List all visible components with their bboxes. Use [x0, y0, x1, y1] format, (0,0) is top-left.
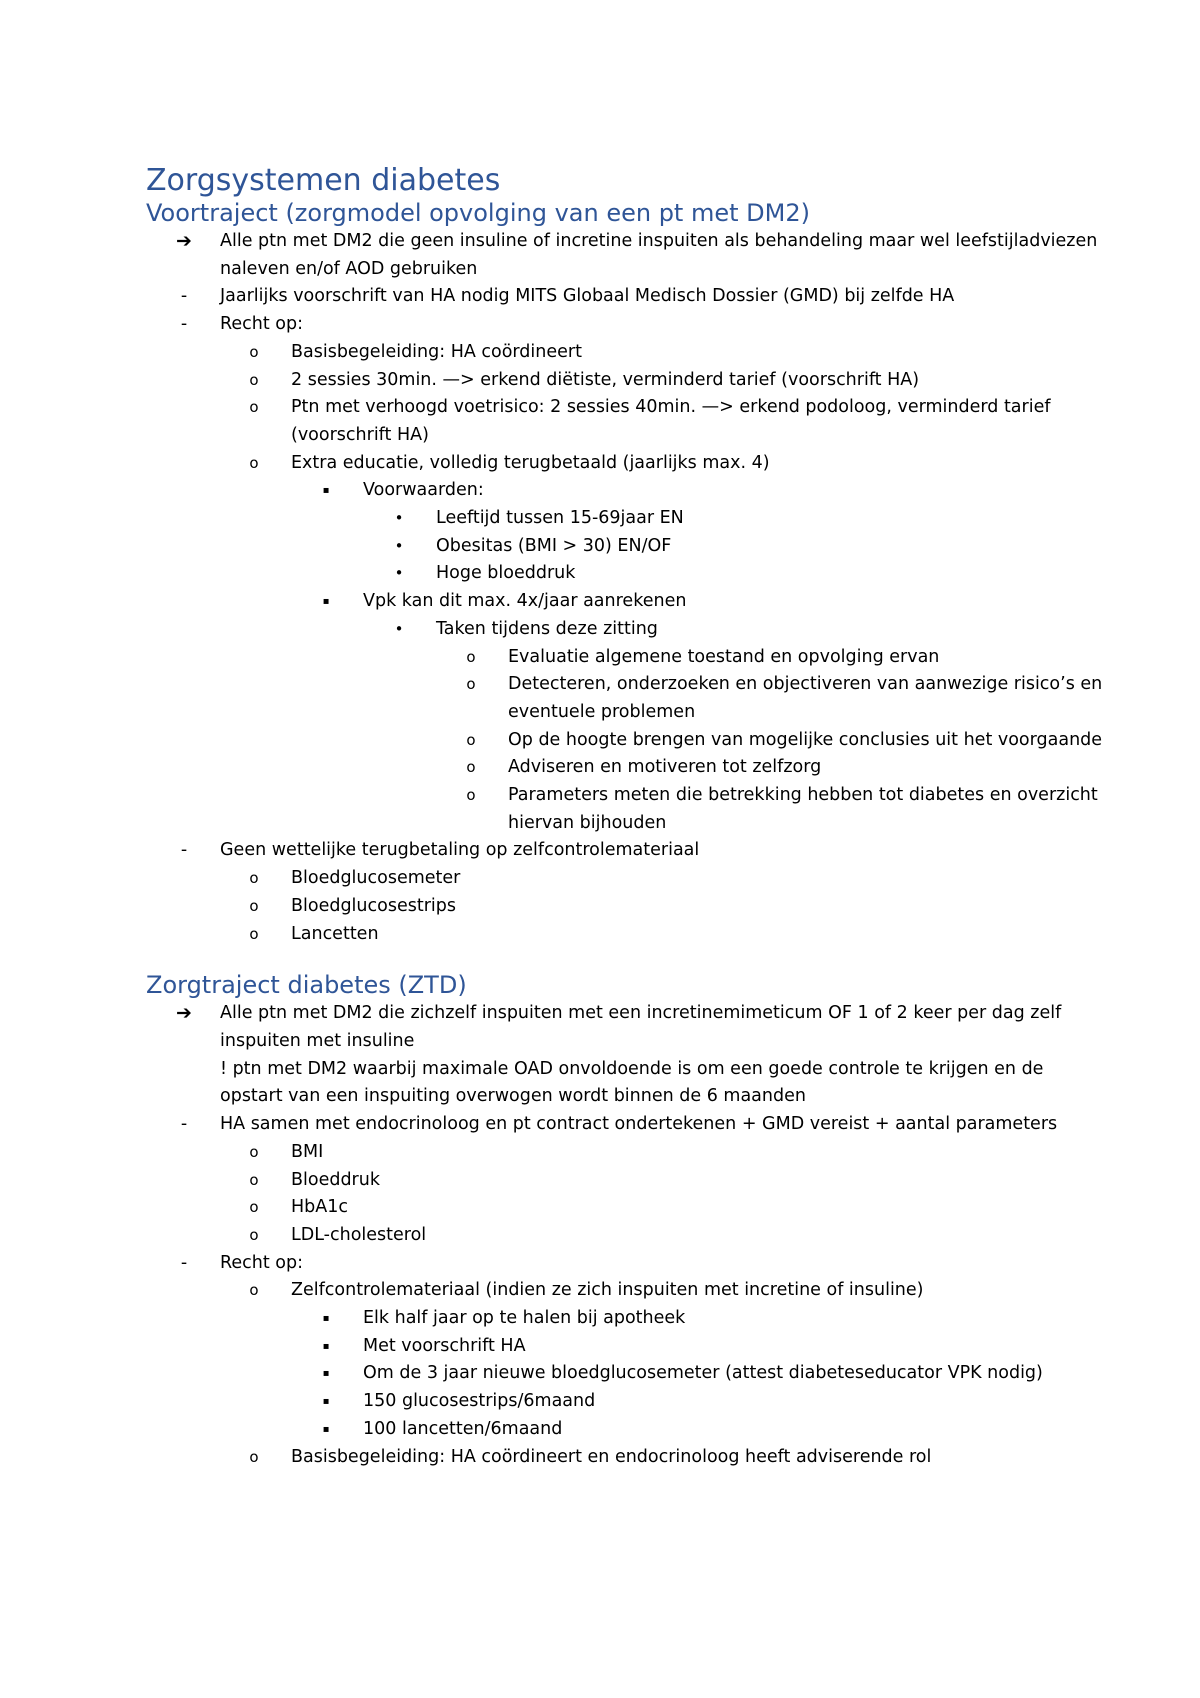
list-item: o Basisbegeleiding: HA coördineert	[146, 339, 1106, 367]
list-item: ▪ Elk half jaar op te halen bij apotheek	[146, 1305, 1106, 1333]
dot-bullet-icon: •	[394, 509, 404, 528]
square-bullet-icon: ▪	[322, 1396, 330, 1408]
circle-bullet-icon: o	[249, 1142, 259, 1161]
list-item: - Recht op:	[146, 1250, 1106, 1278]
dash-bullet-icon: -	[180, 286, 188, 307]
square-bullet-icon: ▪	[322, 1423, 330, 1435]
list-item: o Detecteren, onderzoeken en objectiveren van aanwezige risico’s en eventuele problemen	[146, 671, 1106, 726]
list-item: ▪ Om de 3 jaar nieuwe bloedglucosemeter (attest diabeteseducator VPK nodig)	[146, 1360, 1106, 1388]
list-item: • Taken tijdens deze zitting	[146, 616, 1106, 644]
document-title: Zorgsystemen diabetes	[146, 163, 501, 198]
list-item: • Obesitas (BMI > 30) EN/OF	[146, 533, 1106, 561]
list-item: o Extra educatie, volledig terugbetaald (jaarlijks max. 4)	[146, 450, 1106, 478]
list-item: ▪ Voorwaarden:	[146, 477, 1106, 505]
list-item: ▪ Vpk kan dit max. 4x/jaar aanrekenen	[146, 588, 1106, 616]
list-item: o LDL-cholesterol	[146, 1222, 1106, 1250]
list-item: o Adviseren en motiveren tot zelfzorg	[146, 754, 1106, 782]
circle-bullet-icon: o	[249, 1447, 259, 1466]
section-heading-voortraject: Voortraject (zorgmodel opvolging van een pt met DM2)	[146, 199, 810, 227]
circle-bullet-icon: o	[249, 453, 259, 472]
list-item: o BMI	[146, 1139, 1106, 1167]
list-item: o Bloedglucosestrips	[146, 893, 1106, 921]
list-item: o Evaluatie algemene toestand en opvolging ervan	[146, 644, 1106, 672]
voortraject-list	[146, 228, 1106, 948]
circle-bullet-icon: o	[466, 675, 476, 694]
circle-bullet-icon: o	[249, 1170, 259, 1189]
list-item: - Jaarlijks voorschrift van HA nodig MITS Globaal Medisch Dossier (GMD) bij zelfde HA	[146, 283, 1106, 311]
circle-bullet-icon: o	[249, 869, 259, 888]
list-item: • Leeftijd tussen 15-69jaar EN	[146, 505, 1106, 533]
list-item: o Bloedglucosemeter	[146, 865, 1106, 893]
circle-bullet-icon: o	[249, 924, 259, 943]
list-item: o Zelfcontrolemateriaal (indien ze zich inspuiten met incretine of insuline)	[146, 1277, 1106, 1305]
circle-bullet-icon: o	[466, 758, 476, 777]
circle-bullet-icon: o	[249, 896, 259, 915]
list-item: o Parameters meten die betrekking hebben tot diabetes en overzicht hiervan bijhouden	[146, 782, 1106, 837]
dash-bullet-icon: -	[180, 1252, 188, 1273]
list-item: ➔ Alle ptn met DM2 die zichzelf inspuiten met een incretinemimeticum OF 1 of 2 keer per dag zelf inspuiten met insuline	[146, 1000, 1106, 1055]
dot-bullet-icon: •	[394, 564, 404, 583]
list-item: o Basisbegeleiding: HA coördineert en endocrinoloog heeft adviserende rol	[146, 1444, 1106, 1472]
circle-bullet-icon: o	[466, 786, 476, 805]
dash-bullet-icon: -	[180, 1114, 188, 1135]
circle-bullet-icon: o	[466, 730, 476, 749]
circle-bullet-icon: o	[249, 342, 259, 361]
circle-bullet-icon: o	[249, 1198, 259, 1217]
circle-bullet-icon: o	[466, 647, 476, 666]
square-bullet-icon: ▪	[322, 485, 330, 497]
list-item: ▪ 150 glucosestrips/6maand	[146, 1388, 1106, 1416]
list-item: - Recht op:	[146, 311, 1106, 339]
list-item: ! ptn met DM2 waarbij maximale OAD onvoldoende is om een goede controle te krijgen en de opstart van een inspuiting overwogen wordt binnen de 6 maanden	[220, 1058, 1044, 1107]
circle-bullet-icon: o	[249, 370, 259, 389]
list-item: ▪ Met voorschrift HA	[146, 1333, 1106, 1361]
list-item: • Hoge bloeddruk	[146, 560, 1106, 588]
list-item: ▪ 100 lancetten/6maand	[146, 1416, 1106, 1444]
circle-bullet-icon: o	[249, 1281, 259, 1300]
square-bullet-icon: ▪	[322, 596, 330, 608]
circle-bullet-icon: o	[249, 398, 259, 417]
dash-bullet-icon: -	[180, 314, 188, 335]
list-item: - Geen wettelijke terugbetaling op zelfcontrolemateriaal	[146, 837, 1106, 865]
circle-bullet-icon: o	[249, 1225, 259, 1244]
list-item: o Bloeddruk	[146, 1167, 1106, 1195]
document-page	[146, 162, 1106, 1471]
list-item: o 2 sessies 30min. —> erkend diëtiste, verminderd tarief (voorschrift HA)	[146, 367, 1106, 395]
zorgtraject-list	[146, 1000, 1106, 1471]
list-item: o Ptn met verhoogd voetrisico: 2 sessies 40min. —> erkend podoloog, verminderd tarief (voorschrift HA)	[146, 394, 1106, 449]
list-item: o Op de hoogte brengen van mogelijke conclusies uit het voorgaande	[146, 727, 1106, 755]
arrow-icon: ➔	[176, 1002, 192, 1025]
dash-bullet-icon: -	[180, 840, 188, 861]
square-bullet-icon: ▪	[322, 1368, 330, 1380]
section-heading-zorgtraject: Zorgtraject diabetes (ZTD)	[146, 971, 467, 1000]
square-bullet-icon: ▪	[322, 1313, 330, 1325]
arrow-icon: ➔	[176, 230, 192, 252]
square-bullet-icon: ▪	[322, 1340, 330, 1352]
dot-bullet-icon: •	[394, 536, 404, 555]
list-item: o Lancetten	[146, 921, 1106, 949]
list-item: - HA samen met endocrinoloog en pt contract ondertekenen + GMD vereist + aantal parameters	[146, 1111, 1106, 1139]
list-item: ➔ Alle ptn met DM2 die geen insuline of incretine inspuiten als behandeling maar wel leefstijladviezen naleven en/of AOD gebruiken	[146, 228, 1106, 283]
list-item: o HbA1c	[146, 1194, 1106, 1222]
dot-bullet-icon: •	[394, 619, 404, 638]
